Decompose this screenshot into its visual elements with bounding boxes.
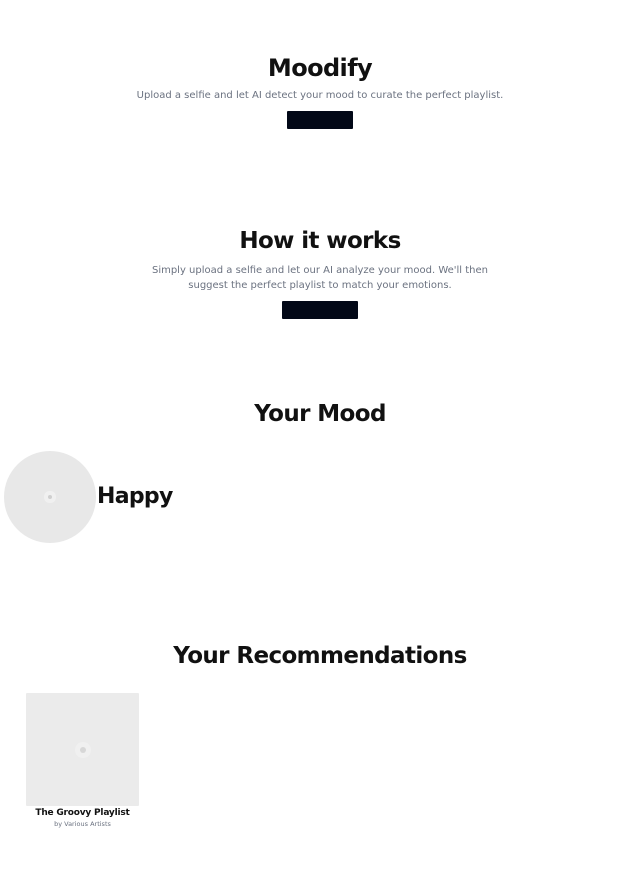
selfie-avatar — [4, 451, 96, 543]
app-title: Moodify — [267, 54, 373, 82]
how-it-works-button[interactable] — [282, 301, 358, 319]
recommendations-title: Your Recommendations — [173, 643, 467, 669]
playlist-artist: by Various Artists — [54, 820, 111, 828]
how-it-works-description: Simply upload a selfie and let our AI analyze your mood. We'll then suggest the perfect playlist to match your emotions. — [151, 265, 489, 291]
playlist-cover[interactable] — [26, 693, 139, 806]
image-placeholder-icon — [48, 495, 52, 499]
playlist-card[interactable] — [26, 693, 139, 829]
how-it-works-section — [0, 230, 640, 319]
mood-label: Happy — [97, 484, 173, 509]
mood-result — [4, 451, 173, 543]
how-it-works-title: How it works — [239, 228, 401, 254]
recommendations-section — [0, 645, 640, 668]
hero-section — [0, 56, 640, 129]
upload-selfie-button[interactable] — [287, 111, 353, 129]
playlist-title[interactable]: The Groovy Playlist — [35, 808, 130, 818]
your-mood-section — [0, 403, 640, 426]
hero-subtitle: Upload a selfie and let AI detect your mood to curate the perfect playlist. — [136, 90, 504, 101]
music-cover-placeholder-icon — [80, 747, 86, 753]
your-mood-title: Your Mood — [254, 401, 386, 427]
